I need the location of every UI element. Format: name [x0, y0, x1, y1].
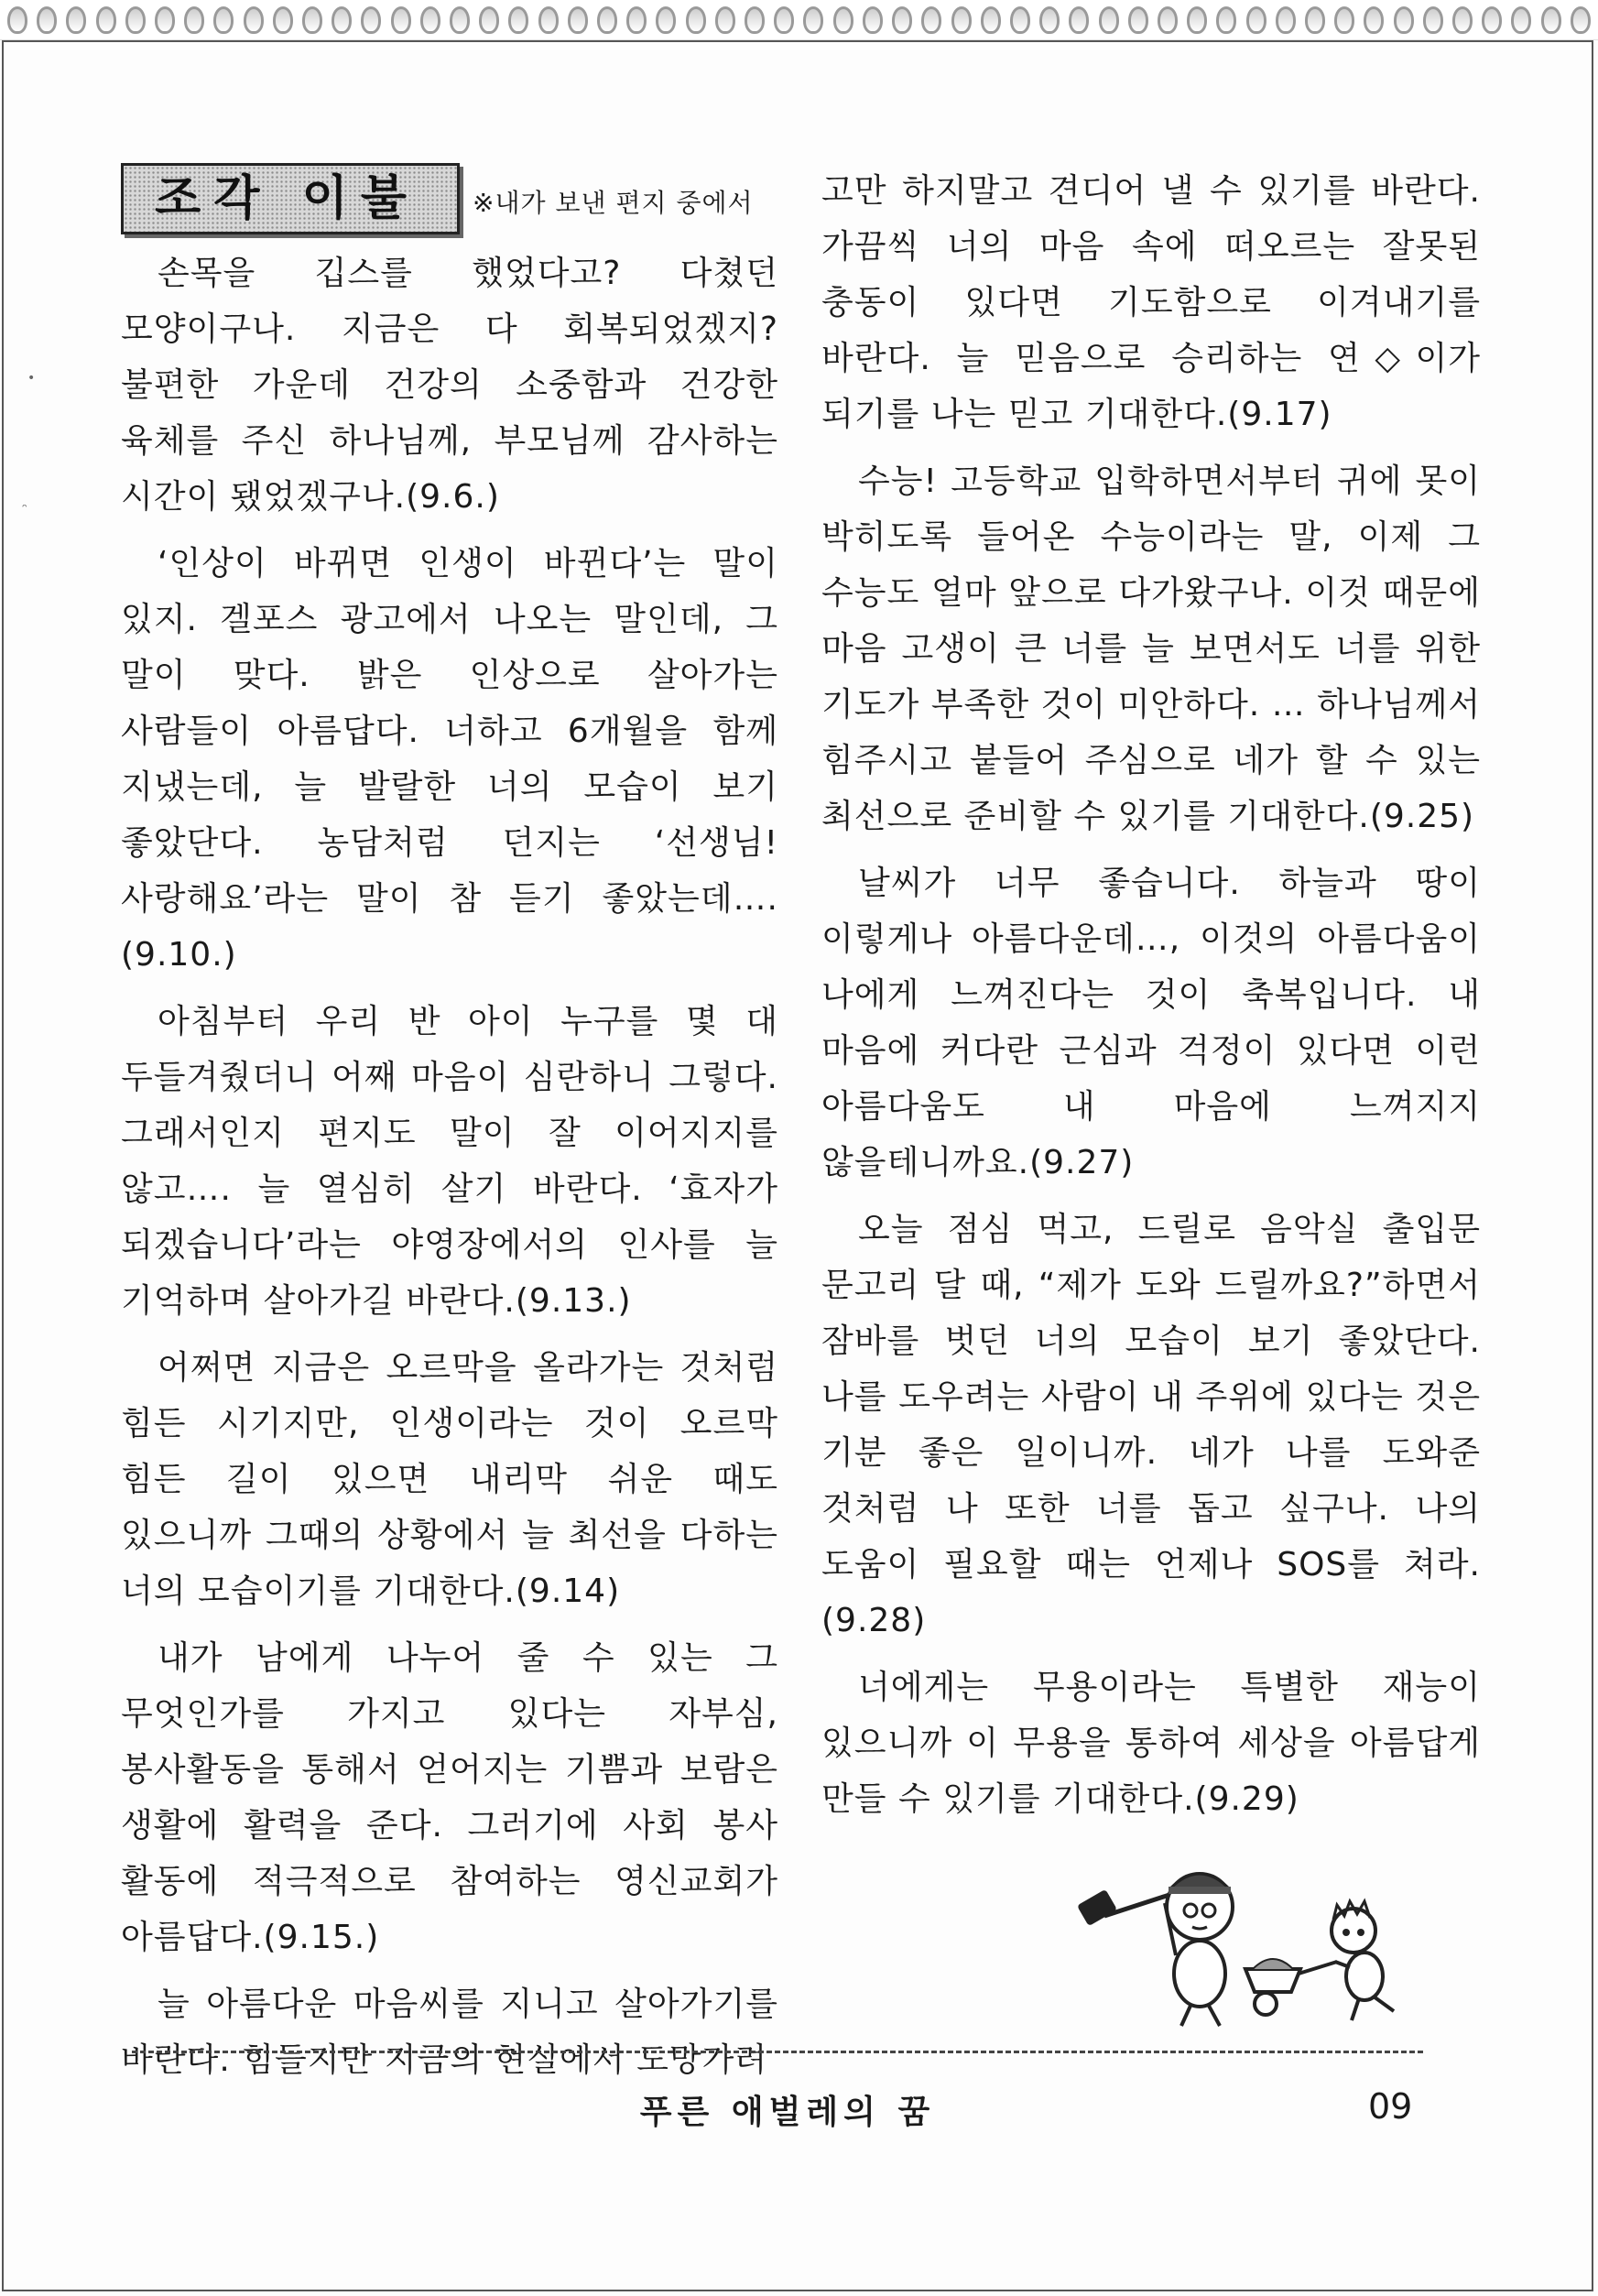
binding-ring — [273, 6, 293, 34]
letter-paragraph: ‘인상이 바뀌면 인생이 바뀐다’는 말이 있지. 겔포스 광고에서 나오는 말인데, 그 말이 맞다. 밝은 인상으로 살아가는 사람들이 아름답다. 너하고 6개월을 함께 지냈는데, 늘 발랄한 너의 모습이 보기 좋았단다. 농담처럼 던지는 ‘선생님! 사랑해요’라는 말이 참 듣기 좋았는데….(9.10.) — [121, 545, 778, 974]
workers-illustration — [1062, 1841, 1447, 2033]
binding-ring — [538, 6, 559, 34]
page-title: 조각 이불 — [155, 170, 420, 226]
binding-ring — [1571, 6, 1591, 34]
letter-paragraph: 고만 하지말고 견디어 낼 수 있기를 바란다. 가끔씩 너의 마음 속에 떠오르는 잘못된 충동이 있다면 기도함으로 이겨내기를 바란다. 늘 믿음으로 승리하는 연◇이가 되기를 나는 믿고 기대한다.(9.17) — [821, 172, 1481, 433]
letter-paragraph: 날씨가 너무 좋습니다. 하늘과 땅이 이렇게나 아름다운데…, 이것의 아름다움이 나에게 느껴진다는 것이 축복입니다. 내 마음에 커다란 근심과 걱정이 있다면 이런 아름다움도 내 마음에 느껴지지 않을테니까요.(9.27) — [821, 865, 1481, 1181]
binding-ring — [1334, 6, 1354, 34]
letter-paragraph: 아침부터 우리 반 아이 누구를 몇 대 두들겨줬더니 어째 마음이 심란하니 그렇다. 그래서인지 편지도 말이 잘 이어지지를 않고…. 늘 열심히 살기 바란다. ‘효자가 되겠습니다’라는 야영장에서의 인사를 늘 기억하며 살아가길 바란다.(9.13.) — [121, 1003, 778, 1320]
binding-ring — [1364, 6, 1384, 34]
binding-ring — [1482, 6, 1502, 34]
binding-ring — [892, 6, 912, 34]
binding-ring — [597, 6, 617, 34]
binding-ring — [66, 6, 86, 34]
binding-ring — [391, 6, 411, 34]
binding-ring — [1069, 6, 1089, 34]
binding-ring — [302, 6, 322, 34]
binding-ring — [96, 6, 116, 34]
binding-ring — [626, 6, 647, 34]
letter-paragraph: 어쩌면 지금은 오르막을 올라가는 것처럼 힘든 시기지만, 인생이라는 것이 오르막 힘든 길이 있으면 내리막 쉬운 때도 있으니까 그때의 상황에서 늘 최선을 다하는 너의 모습이기를 기대한다.(9.14) — [121, 1349, 778, 1610]
binding-ring — [833, 6, 853, 34]
letter-paragraph: 너에게는 무용이라는 특별한 재능이 있으니까 이 무용을 통하여 세상을 아름답게 만들 수 있기를 기대한다.(9.29) — [821, 1669, 1481, 1818]
binding-ring — [1423, 6, 1443, 34]
binding-ring — [568, 6, 588, 34]
binding-ring — [1246, 6, 1266, 34]
binding-ring — [1394, 6, 1414, 34]
binding-ring — [656, 6, 676, 34]
binding-ring — [745, 6, 765, 34]
binding-ring — [184, 6, 204, 34]
binding-ring — [1158, 6, 1178, 34]
binding-ring — [1039, 6, 1060, 34]
binding-ring — [244, 6, 264, 34]
binding-ring — [863, 6, 883, 34]
binding-ring — [1010, 6, 1030, 34]
binding-ring — [686, 6, 706, 34]
binding-ring — [1276, 6, 1296, 34]
binding-ring — [125, 6, 146, 34]
right-column — [821, 163, 1481, 1838]
binding-ring — [7, 6, 27, 34]
title-box — [121, 163, 460, 234]
binding-ring — [37, 6, 57, 34]
binding-ring — [715, 6, 735, 34]
left-column — [121, 163, 778, 2099]
footer-title: 푸른 애벌레의 꿈 — [639, 2094, 936, 2131]
binding-ring — [1541, 6, 1561, 34]
footer-divider — [132, 2051, 1423, 2053]
binding-ring — [1452, 6, 1473, 34]
letter-paragraph: 수능! 고등학교 입학하면서부터 귀에 못이 박히도록 들어온 수능이라는 말, 이제 그 수능도 얼마 앞으로 다가왔구나. 이것 때문에 마음 고생이 큰 너를 늘 보면서도 너를 위한 기도가 부족한 것이 미안하다. … 하나님께서 힘주시고 붙들어 주심으로 네가 할 수 있는 최선으로 준비할 수 있기를 기대한다.(9.25) — [821, 462, 1481, 835]
letter-paragraph: 손목을 깁스를 했었다고? 다쳤던 모양이구나. 지금은 다 회복되었겠지? 불편한 가운데 건강의 소중함과 건강한 육체를 주신 하나님께, 부모님께 감사하는 시간이 됐었겠구나.(9.6.) — [121, 255, 778, 516]
letter-paragraph: 늘 아름다운 마음씨를 지니고 살아가기를 바란다. 힘들지만 지금의 현실에서 도망가려 — [121, 1986, 778, 2079]
binding-ring — [981, 6, 1001, 34]
binding-ring — [508, 6, 528, 34]
binding-ring — [1099, 6, 1119, 34]
binding-ring — [1305, 6, 1325, 34]
binding-ring — [1216, 6, 1236, 34]
margin-dot: • — [27, 371, 36, 386]
binding-ring — [155, 6, 175, 34]
binding-ring — [332, 6, 352, 34]
binding-ring — [1187, 6, 1207, 34]
binding-ring — [420, 6, 440, 34]
letter-paragraph: 내가 남에게 나누어 줄 수 있는 그 무엇인가를 가지고 있다는 자부심, 봉사활동을 통해서 얻어지는 기쁨과 보람은 생활에 활력을 준다. 그러기에 사회 봉사 활동에 적극적으로 참여하는 영신교회가 아름답다.(9.15.) — [121, 1639, 778, 1956]
binding-ring — [361, 6, 381, 34]
margin-dot: ᵔ — [22, 502, 27, 517]
binding-ring — [921, 6, 941, 34]
section-header — [121, 163, 778, 234]
binding-ring — [450, 6, 470, 34]
spiral-binding — [0, 0, 1598, 40]
page-subtitle: ※내가 보낸 편지 중에서 — [473, 188, 754, 218]
binding-ring — [803, 6, 823, 34]
letter-paragraph: 오늘 점심 먹고, 드릴로 음악실 출입문 문고리 달 때, “제가 도와 드릴까요?”하면서 잠바를 벗던 너의 모습이 보기 좋았단다. 나를 도우려는 사람이 내 주위에 있다는 것은 기분 좋은 일이니까. 네가 나를 도와준 것처럼 나 또한 너를 돕고 싶구나. 나의 도움이 필요할 때는 언제나 SOS를 쳐라.(9.28) — [821, 1211, 1481, 1639]
binding-ring — [951, 6, 972, 34]
binding-ring — [479, 6, 499, 34]
binding-ring — [774, 6, 794, 34]
binding-ring — [1511, 6, 1531, 34]
binding-ring — [213, 6, 234, 34]
page-number: 09 — [1368, 2086, 1413, 2127]
binding-ring — [1128, 6, 1148, 34]
